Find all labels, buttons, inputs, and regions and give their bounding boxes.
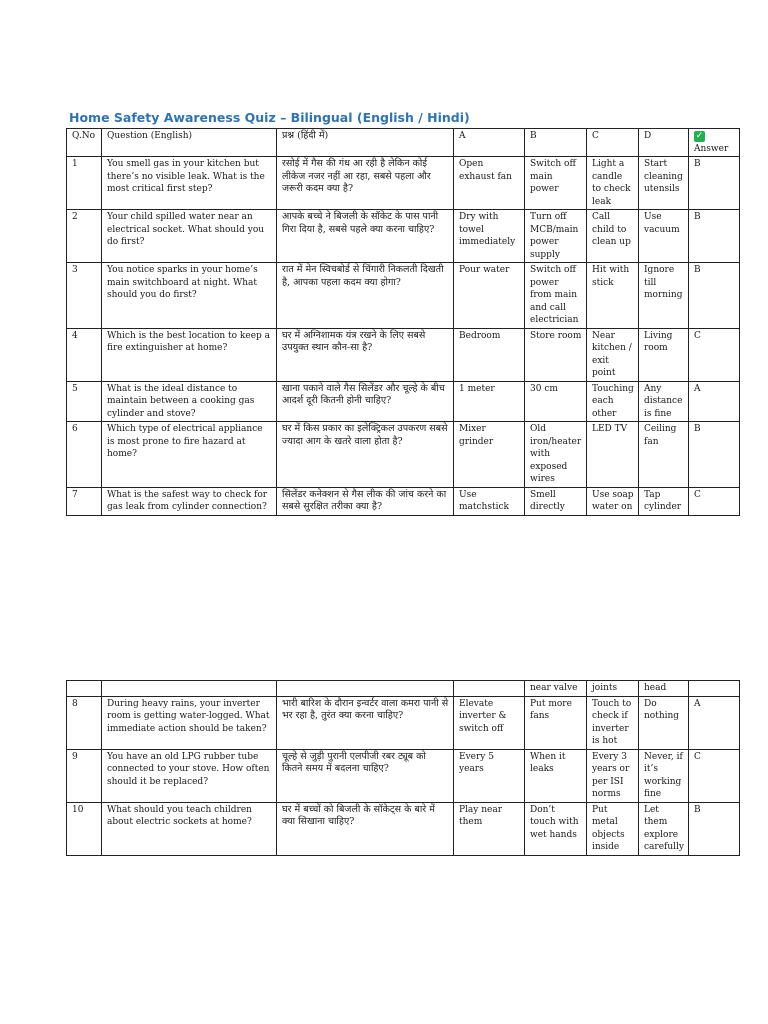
option-a-cell: Mixer grinder — [454, 422, 525, 488]
header-answer-label: Answer — [694, 143, 729, 154]
option-b-cell: Old iron/heater with exposed wires — [525, 422, 587, 488]
question-english-cell: Which type of electrical appliance is most prone to fire hazard at home? — [102, 422, 277, 488]
option-b-cell: Switch off main power — [525, 157, 587, 210]
question-hindi-cell: भारी बारिश के दौरान इन्वर्टर वाला कमरा पानी से भर रहा है, तुरंत क्या करना चाहिए? — [277, 696, 454, 749]
table-row — [67, 696, 740, 749]
answer-cell: B — [689, 802, 740, 855]
answer-cell: C — [689, 328, 740, 381]
option-a-cell: 1 meter — [454, 381, 525, 422]
option-c-cell: Near kitchen / exit point — [587, 328, 639, 381]
question-english-cell: Which is the best location to keep a fire extinguisher at home? — [102, 328, 277, 381]
option-b-cell: Switch off power from main and call electrician — [525, 263, 587, 329]
quiz-table-page-1 — [66, 128, 740, 516]
table-row — [67, 263, 740, 329]
header-option-d: D — [639, 129, 689, 157]
question-number-cell: 10 — [67, 802, 102, 855]
option-c-cell: Every 3 years or per ISI norms — [587, 749, 639, 802]
option-c-cell: LED TV — [587, 422, 639, 488]
option-b-cell: Turn off MCB/main power supply — [525, 210, 587, 263]
option-d-cell: Let them explore carefully — [639, 802, 689, 855]
option-d-cell: Living room — [639, 328, 689, 381]
table-row — [67, 422, 740, 488]
question-english-cell: What should you teach children about electric sockets at home? — [102, 802, 277, 855]
header-option-a: A — [454, 129, 525, 157]
question-number-cell: 7 — [67, 487, 102, 515]
header-option-c: C — [587, 129, 639, 157]
table-header-row — [67, 129, 740, 157]
table-row — [67, 157, 740, 210]
option-d-cell: Never, if it’s working fine — [639, 749, 689, 802]
option-c-cell: Touch to check if inverter is hot — [587, 696, 639, 749]
option-a-cell: Dry with towel immediately — [454, 210, 525, 263]
question-number-cell: 9 — [67, 749, 102, 802]
answer-cell: B — [689, 422, 740, 488]
question-number-cell: 2 — [67, 210, 102, 263]
option-b-cell: Don’t touch with wet hands — [525, 802, 587, 855]
answer-cell: C — [689, 749, 740, 802]
option-a-cell: Every 5 years — [454, 749, 525, 802]
option-b-cell: near valve — [525, 681, 587, 697]
option-d-cell: Start cleaning utensils — [639, 157, 689, 210]
question-hindi-cell: घर में किस प्रकार का इलेक्ट्रिकल उपकरण सबसे ज्यादा आग के खतरे वाला होता है? — [277, 422, 454, 488]
question-number-cell: 1 — [67, 157, 102, 210]
table-row — [67, 328, 740, 381]
option-a-cell: Use matchstick — [454, 487, 525, 515]
option-a-cell: Elevate inverter & switch off — [454, 696, 525, 749]
option-c-cell: Use soap water on — [587, 487, 639, 515]
question-english-cell: You notice sparks in your home’s main switchboard at night. What should you do first? — [102, 263, 277, 329]
option-c-cell: Hit with stick — [587, 263, 639, 329]
question-hindi-cell: रात में मेन स्विचबोर्ड से चिंगारी निकलती दिखती है, आपका पहला कदम क्या होगा? — [277, 263, 454, 329]
table-row — [67, 487, 740, 515]
option-d-cell: Use vacuum — [639, 210, 689, 263]
quiz-table-page-2 — [66, 680, 740, 856]
question-hindi-cell: घर में बच्चों को बिजली के सॉकेट्स के बारे में क्या सिखाना चाहिए? — [277, 802, 454, 855]
table-row — [67, 381, 740, 422]
question-number-cell: 4 — [67, 328, 102, 381]
option-c-cell: Touching each other — [587, 381, 639, 422]
header-answer — [689, 129, 740, 157]
question-number-cell: 3 — [67, 263, 102, 329]
answer-cell: B — [689, 157, 740, 210]
option-b-cell: Put more fans — [525, 696, 587, 749]
question-number-cell: 6 — [67, 422, 102, 488]
option-b-cell: Store room — [525, 328, 587, 381]
option-b-cell: Smell directly — [525, 487, 587, 515]
option-b-cell: 30 cm — [525, 381, 587, 422]
table-row — [67, 802, 740, 855]
option-c-cell: Call child to clean up — [587, 210, 639, 263]
answer-cell: A — [689, 381, 740, 422]
question-hindi-cell: चूल्हे से जुड़ी पुरानी एलपीजी रबर ट्यूब को कितने समय में बदलना चाहिए? — [277, 749, 454, 802]
table-row — [67, 749, 740, 802]
question-hindi-cell: घर में अग्निशामक यंत्र रखने के लिए सबसे उपयुक्त स्थान कौन-सा है? — [277, 328, 454, 381]
answer-cell: A — [689, 696, 740, 749]
option-a-cell: Play near them — [454, 802, 525, 855]
option-a-cell: Bedroom — [454, 328, 525, 381]
header-option-b: B — [525, 129, 587, 157]
option-d-cell: Do nothing — [639, 696, 689, 749]
answer-cell: C — [689, 487, 740, 515]
question-english-cell: What is the ideal distance to maintain between a cooking gas cylinder and stove? — [102, 381, 277, 422]
question-hindi-cell — [277, 681, 454, 697]
option-c-cell: joints — [587, 681, 639, 697]
question-number-cell — [67, 681, 102, 697]
page-title: Home Safety Awareness Quiz – Bilingual (English / Hindi) — [69, 110, 470, 125]
header-question-english: Question (English) — [102, 129, 277, 157]
question-english-cell: What is the safest way to check for gas leak from cylinder connection? — [102, 487, 277, 515]
question-hindi-cell: आपके बच्चे ने बिजली के सॉकेट के पास पानी गिरा दिया है, सबसे पहले क्या करना चाहिए? — [277, 210, 454, 263]
option-d-cell: Tap cylinder — [639, 487, 689, 515]
option-a-cell: Open exhaust fan — [454, 157, 525, 210]
question-english-cell: During heavy rains, your inverter room is getting water-logged. What immediate action should be taken? — [102, 696, 277, 749]
question-hindi-cell: रसोई में गैस की गंध आ रही है लेकिन कोई लीकेज नजर नहीं आ रहा, सबसे पहला और जरूरी कदम क्या है? — [277, 157, 454, 210]
question-english-cell: Your child spilled water near an electrical socket. What should you do first? — [102, 210, 277, 263]
header-qno: Q.No — [67, 129, 102, 157]
option-d-cell: head — [639, 681, 689, 697]
option-d-cell: Ceiling fan — [639, 422, 689, 488]
option-a-cell — [454, 681, 525, 697]
option-d-cell: Ignore till morning — [639, 263, 689, 329]
question-english-cell: You have an old LPG rubber tube connected to your stove. How often should it be replaced? — [102, 749, 277, 802]
option-b-cell: When it leaks — [525, 749, 587, 802]
question-english-cell: You smell gas in your kitchen but there’s no visible leak. What is the most critical first step? — [102, 157, 277, 210]
header-question-hindi: प्रश्न (हिंदी में) — [277, 129, 454, 157]
option-c-cell: Put metal objects inside — [587, 802, 639, 855]
question-number-cell: 8 — [67, 696, 102, 749]
answer-cell — [689, 681, 740, 697]
table-row — [67, 210, 740, 263]
option-d-cell: Any distance is fine — [639, 381, 689, 422]
answer-cell: B — [689, 263, 740, 329]
green-check-icon: ✓ — [695, 131, 704, 141]
question-hindi-cell: सिलेंडर कनेक्शन से गैस लीक की जांच करने का सबसे सुरक्षित तरीका क्या है? — [277, 487, 454, 515]
option-a-cell: Pour water — [454, 263, 525, 329]
table-row — [67, 681, 740, 697]
answer-cell: B — [689, 210, 740, 263]
option-c-cell: Light a candle to check leak — [587, 157, 639, 210]
question-hindi-cell: खाना पकाने वाले गैस सिलेंडर और चूल्हे के बीच आदर्श दूरी कितनी होनी चाहिए? — [277, 381, 454, 422]
question-english-cell — [102, 681, 277, 697]
question-number-cell: 5 — [67, 381, 102, 422]
